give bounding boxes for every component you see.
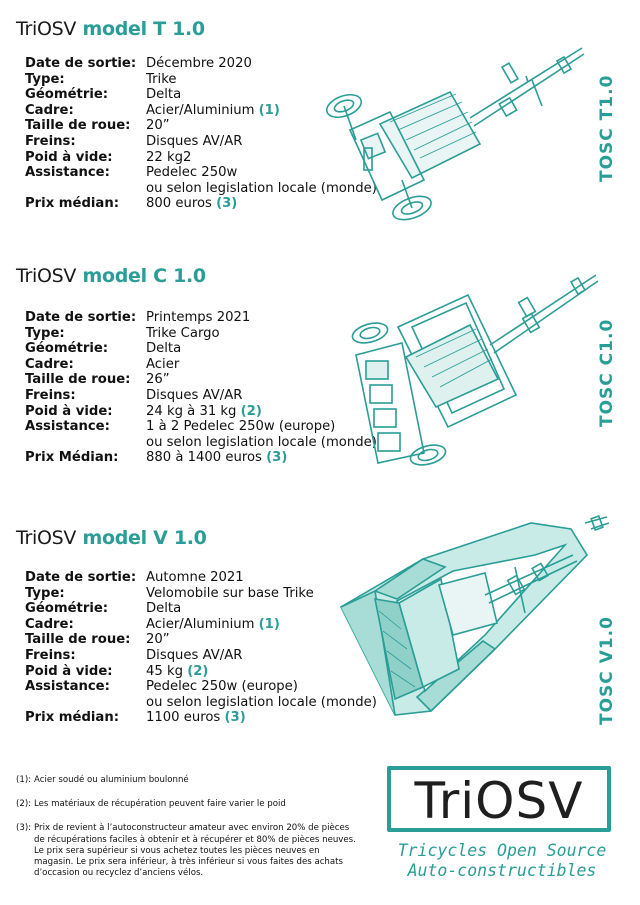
spec-row: Taille de roue: 20” bbox=[25, 632, 170, 648]
model-t-section bbox=[0, 0, 640, 240]
footnote-ref: (3) bbox=[216, 196, 238, 212]
spec-row: ou selon legislation locale (monde) bbox=[146, 180, 377, 196]
velomobile-v-drawing bbox=[335, 515, 610, 725]
triosv-logo bbox=[387, 766, 611, 832]
footnote-2: (2): Les matériaux de récupération peuvent faire varier le poid bbox=[16, 799, 286, 810]
logo-tagline-2: Auto-constructibles bbox=[407, 861, 597, 880]
model-v-title bbox=[16, 527, 207, 549]
footnote-ref: (2) bbox=[240, 403, 262, 419]
model-v-brand: TriOSV bbox=[16, 527, 77, 549]
model-c-specs bbox=[25, 310, 377, 466]
spec-row: Prix Médian: 880 à 1400 euros (3) bbox=[25, 450, 288, 466]
spec-row: Géométrie: Delta bbox=[25, 601, 182, 617]
spec-row: Date de sortie: Décembre 2020 bbox=[25, 56, 252, 71]
model-c-section bbox=[0, 255, 640, 495]
model-v-section bbox=[0, 515, 640, 765]
footnote-ref: (1) bbox=[258, 102, 280, 118]
spec-row: Poid à vide: 24 kg à 31 kg (2) bbox=[25, 403, 262, 419]
model-t-title bbox=[16, 18, 205, 40]
spec-row: ou selon legislation locale (monde) bbox=[146, 434, 377, 450]
model-v-specs bbox=[25, 570, 377, 726]
spec-row: Freins: Disques AV/AR bbox=[25, 647, 243, 663]
spec-row: Cadre: Acier bbox=[25, 356, 180, 372]
spec-row: Assistance: Pedelec 250w (europe) bbox=[25, 679, 298, 695]
footnotes bbox=[16, 775, 356, 892]
model-t-side-label: TOSC T1.0 bbox=[597, 74, 617, 182]
spec-row: Poid à vide: 45 kg (2) bbox=[25, 663, 209, 679]
spec-row: Cadre: Acier/Aluminium (1) bbox=[25, 102, 280, 118]
spec-row: Taille de roue: 20” bbox=[25, 118, 170, 134]
footnote-3: (3): Prix de revient à l’autoconstructeur amateur avec environ 20% de pièces de récupérations faciles à obtenir et à récupérer et 80% de pièces neuves. Le prix sera supérieur si vous achetez toutes les pièces neuves en magasin. Le prix sera inférieur, à très inférieur si vous faites des achats d’occasion ou recyclez d’anciens vélos. bbox=[16, 823, 356, 879]
footnote-ref: (1) bbox=[258, 616, 280, 632]
spec-row: Date de sortie: Printemps 2021 bbox=[25, 310, 251, 325]
footnote-ref: (3) bbox=[224, 710, 246, 726]
spec-row: Cadre: Acier/Aluminium (1) bbox=[25, 616, 280, 632]
spec-row: Prix médian: 800 euros (3) bbox=[25, 196, 238, 212]
spec-row: Freins: Disques AV/AR bbox=[25, 387, 243, 403]
model-c-name: model C 1.0 bbox=[82, 265, 206, 287]
spec-row: Date de sortie: Automne 2021 bbox=[25, 570, 244, 585]
model-t-brand: TriOSV bbox=[16, 18, 77, 40]
footnote-1: (1): Acier soudé ou aluminium boulonné bbox=[16, 775, 189, 785]
model-c-side-label: TOSC C1.0 bbox=[597, 318, 617, 427]
spec-row: Freins: Disques AV/AR bbox=[25, 133, 243, 149]
spec-row: Type: Trike bbox=[25, 71, 177, 87]
spec-row: Prix médian: 1100 euros (3) bbox=[25, 710, 246, 726]
trike-c-drawing bbox=[340, 255, 600, 470]
spec-row: Assistance: Pedelec 250w bbox=[25, 165, 238, 181]
model-c-title bbox=[16, 265, 206, 287]
model-v-name: model V 1.0 bbox=[82, 527, 207, 549]
spec-row: Assistance: 1 à 2 Pedelec 250w (europe) bbox=[25, 419, 336, 435]
trike-t-drawing bbox=[320, 40, 590, 230]
spec-row: Type: Velomobile sur base Trike bbox=[25, 585, 314, 601]
spec-row: Poid à vide: 22 kg2 bbox=[25, 149, 192, 165]
footnote-ref: (2) bbox=[187, 663, 209, 679]
model-t-name: model T 1.0 bbox=[82, 18, 205, 40]
logo-wordmark: TriOSV bbox=[414, 772, 584, 830]
model-c-brand: TriOSV bbox=[16, 265, 77, 287]
spec-row: Type: Trike Cargo bbox=[25, 325, 220, 341]
spec-row: Géométrie: Delta bbox=[25, 341, 182, 357]
footnote-ref: (3) bbox=[266, 450, 288, 466]
model-v-side-label: TOSC V1.0 bbox=[597, 616, 617, 725]
spec-row: Géométrie: Delta bbox=[25, 87, 182, 103]
logo-tagline-1: Tricycles Open Source bbox=[397, 841, 607, 860]
spec-row: Taille de roue: 26” bbox=[25, 372, 170, 388]
spec-row: ou selon legislation locale (monde) bbox=[146, 694, 377, 710]
